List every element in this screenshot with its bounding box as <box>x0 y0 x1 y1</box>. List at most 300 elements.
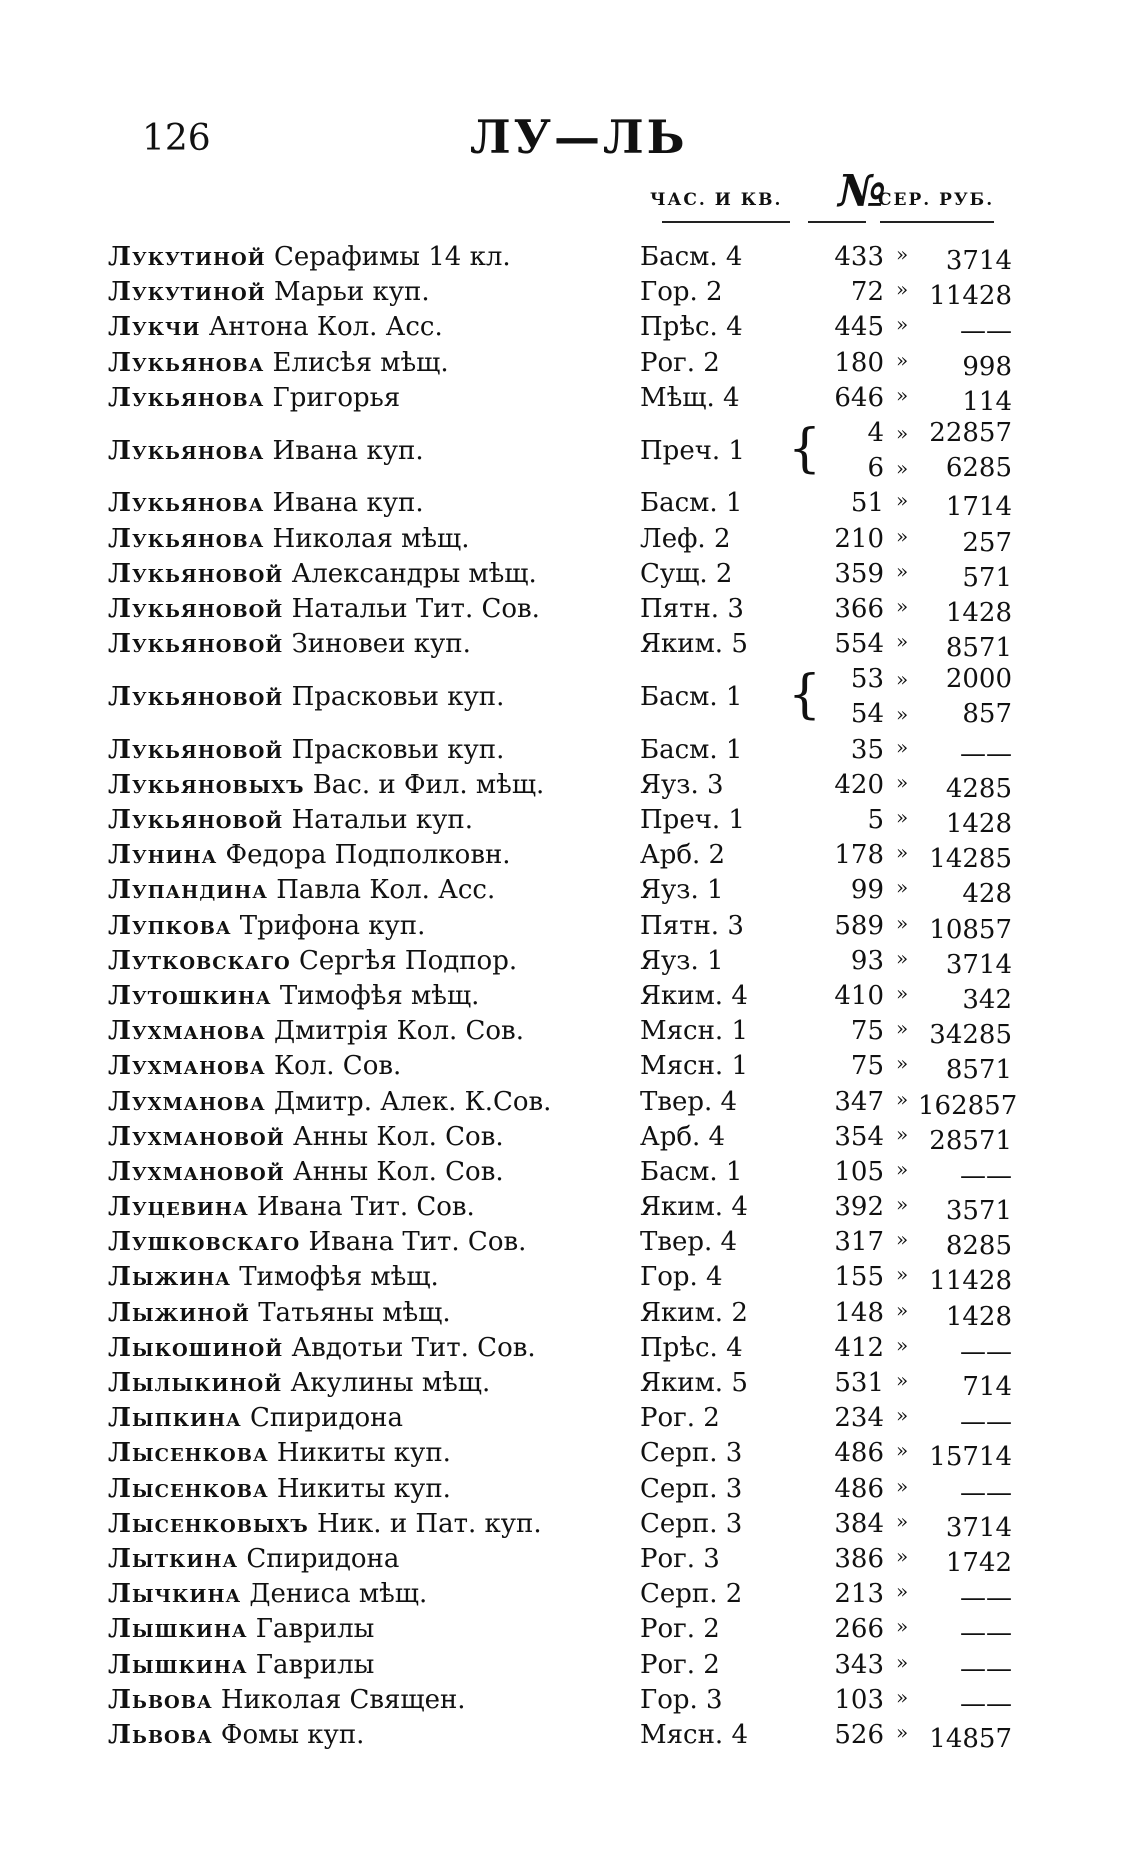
entry-surname: Лукутиной <box>108 242 266 272</box>
entry-quarter: Яуз. 1 <box>640 945 724 976</box>
entry-row <box>108 1436 1012 1473</box>
entry-name <box>108 946 517 976</box>
ditto-mark: » <box>896 769 909 794</box>
entry-row <box>108 522 1012 558</box>
entry-row <box>108 979 1012 1015</box>
ditto-mark-cell <box>896 735 908 759</box>
entry-amount: 162857 <box>918 1090 1018 1121</box>
entry-surname: Лукьянова <box>108 347 265 378</box>
entry-given-and-rank: Дениса мѣщ. <box>249 1579 428 1610</box>
entry-given-and-rank: Анны Кол. Сов. <box>293 1156 504 1187</box>
entry-surname: Лысенкова <box>108 1473 269 1504</box>
entry-quarter: Мѣщ. 4 <box>640 382 740 413</box>
ditto-mark-cell <box>896 1614 908 1638</box>
entry-given-and-rank: Гаврилы <box>255 1614 375 1645</box>
ditto-mark: » <box>896 1227 909 1252</box>
entry-given-and-rank: Ивана куп. <box>272 435 424 466</box>
entry-number-cell <box>808 629 884 659</box>
entry-surname: Лукьяновой <box>108 558 284 589</box>
entry-surname: Львова <box>108 1719 213 1750</box>
entry-number: 486 <box>834 1473 884 1504</box>
entry-name <box>108 1509 542 1539</box>
ditto-mark: » <box>896 242 909 266</box>
entry-surname: Лухманова <box>108 1051 266 1082</box>
entry-name <box>108 1650 374 1680</box>
entry-number-cell <box>808 416 884 486</box>
entry-name <box>108 1720 364 1750</box>
entry-number: 53 <box>850 664 884 695</box>
entry-quarter: Рог. 2 <box>640 1403 720 1434</box>
entry-given-and-rank: Никиты куп. <box>276 1473 451 1504</box>
entry-quarter: Прѣс. 4 <box>640 312 743 343</box>
entry-number-cell <box>808 594 884 624</box>
entry-given-and-rank: Дмитр. Алек. К.Сов. <box>273 1086 552 1117</box>
brace-icon: { <box>788 418 822 479</box>
ditto-mark: » <box>896 558 909 583</box>
ditto-mark: » <box>896 523 909 548</box>
ditto-mark: » <box>896 945 909 970</box>
entry-amount-cell <box>918 1654 1012 1684</box>
ditto-mark-cell <box>896 383 908 407</box>
ditto-mark: » <box>896 629 909 654</box>
entry-number: 412 <box>834 1332 884 1363</box>
entry-amount: 15714 <box>929 1442 1012 1473</box>
entry-name <box>108 1333 536 1363</box>
entry-surname: Лунина <box>108 840 218 871</box>
entry-quarter: Гор. 4 <box>640 1262 723 1293</box>
entry-number: 155 <box>834 1262 884 1293</box>
entry-number-cell <box>808 312 884 342</box>
ditto-mark-cell <box>896 348 908 372</box>
entry-amount-cell <box>918 1090 1018 1121</box>
entry-name <box>108 1685 466 1715</box>
entry-amount: —— <box>960 738 1012 769</box>
entry-row <box>108 381 1012 417</box>
entry-number-cell <box>808 770 884 800</box>
entry-number: 531 <box>834 1368 884 1399</box>
entry-row <box>108 592 1012 628</box>
entry-quarter: Басм. 1 <box>640 488 743 519</box>
ditto-mark-cell <box>896 1051 908 1075</box>
ditto-mark-cell <box>896 1087 908 1111</box>
entry-amount-cell <box>918 1161 1012 1191</box>
entry-number-cell <box>808 559 884 589</box>
entry-amount: 8571 <box>945 1055 1012 1086</box>
ditto-mark: » <box>896 1016 909 1041</box>
entry-amount-cell <box>918 598 1012 628</box>
entry-row <box>108 1155 1012 1191</box>
entry-number-cell <box>808 840 884 870</box>
entry-number: 75 <box>850 1051 884 1082</box>
running-head: ЛУ—ЛЬ <box>470 110 688 164</box>
entry-number-cell <box>808 1685 884 1715</box>
ditto-mark-cell <box>896 1227 908 1251</box>
entry-number: 148 <box>834 1297 884 1328</box>
ditto-mark: » <box>896 1543 909 1568</box>
entry-amount: 8285 <box>945 1231 1012 1262</box>
entry-row <box>108 1648 1012 1684</box>
entry-quarter: Яким. 5 <box>640 1368 748 1399</box>
entry-number-cell <box>808 1298 884 1328</box>
entry-number: 392 <box>834 1192 884 1223</box>
entry-number-cell <box>808 1438 884 1468</box>
entry-amount: 14285 <box>929 844 1012 875</box>
entry-name <box>108 594 540 624</box>
entry-row <box>108 733 1012 769</box>
entry-amount-cell <box>918 774 1012 804</box>
ditto-mark-cell <box>896 629 908 653</box>
entry-amount: —— <box>960 1653 1012 1684</box>
entry-row <box>108 1260 1012 1297</box>
entry-number: 486 <box>834 1438 884 1469</box>
entry-given-and-rank: Марьи куп. <box>273 277 430 308</box>
entry-surname: Лышкина <box>108 1614 248 1645</box>
entry-name <box>108 312 443 342</box>
entry-number: 526 <box>834 1719 884 1750</box>
entry-amount: 1428 <box>945 597 1012 628</box>
entry-amount: —— <box>960 1583 1012 1614</box>
entry-amount: 3571 <box>945 1196 1012 1227</box>
ditto-mark: » <box>896 1332 909 1357</box>
ditto-mark-cell <box>896 1438 908 1462</box>
entry-number: 178 <box>834 840 884 871</box>
entry-number-cell <box>808 875 884 905</box>
entry-given-and-rank: Татьяны мѣщ. <box>258 1297 451 1328</box>
ditto-mark-cell <box>896 488 908 512</box>
entry-given-and-rank: Антона Кол. Асс. <box>208 312 443 343</box>
entry-given-and-rank: Зиновеи куп. <box>291 629 471 660</box>
entry-amount-cell <box>918 1302 1012 1332</box>
ditto-mark-cell <box>896 911 908 935</box>
ditto-mark-cell <box>896 770 908 794</box>
entry-given-and-rank: Анны Кол. Сов. <box>293 1121 504 1152</box>
entry-name <box>108 840 511 870</box>
column-header-rubles: СЕР. РУБ. <box>878 190 995 210</box>
ditto-mark-cell <box>896 559 908 583</box>
entry-surname: Лыткина <box>108 1543 239 1574</box>
entry-name <box>108 1544 399 1574</box>
entry-row <box>108 1401 1012 1438</box>
entry-number: 180 <box>834 347 884 378</box>
entry-quarter: Мясн. 4 <box>640 1719 748 1750</box>
entry-number-cell <box>808 1087 884 1117</box>
entry-amount: 998 <box>962 351 1012 382</box>
entry-row <box>108 346 1012 382</box>
entry-name <box>108 1192 475 1222</box>
entry-amount-cell <box>918 1266 1012 1296</box>
entry-number-cell <box>808 1051 884 1081</box>
ditto-mark: » <box>896 382 909 407</box>
entry-row <box>108 873 1012 910</box>
entry-number-cell <box>808 1122 884 1152</box>
entry-quarter: Басм. 1 <box>640 1156 743 1187</box>
entry-amount-cell <box>918 416 1012 486</box>
entry-number: 366 <box>834 593 884 624</box>
ditto-mark: » <box>896 1051 909 1076</box>
entry-surname: Луцевина <box>108 1192 249 1223</box>
entry-row <box>108 1507 1012 1543</box>
entry-quarter: Рог. 2 <box>640 347 720 378</box>
entry-amount: 11428 <box>929 1266 1012 1297</box>
entry-surname: Львова <box>108 1684 213 1715</box>
entry-name <box>108 436 424 466</box>
entry-number-cell <box>808 1157 884 1187</box>
entry-name <box>108 488 424 518</box>
entry-quarter: Серп. 3 <box>640 1473 743 1504</box>
entry-quarter: Мясн. 1 <box>640 1016 748 1047</box>
entry-row <box>108 1296 1012 1332</box>
ditto-mark: » <box>896 488 909 513</box>
entry-row <box>108 240 1012 276</box>
ditto-mark: » <box>896 1649 909 1674</box>
ditto-mark: » <box>896 1579 909 1604</box>
entry-number: 72 <box>850 277 884 308</box>
entry-row <box>108 1683 1012 1719</box>
entry-number-cell <box>808 1544 884 1574</box>
entry-surname: Лукчи <box>108 312 201 343</box>
entry-number: 343 <box>834 1649 884 1680</box>
entry-row <box>108 1612 1012 1649</box>
entry-given-and-rank: Григорья <box>272 382 401 413</box>
ditto-mark-cell <box>896 1192 908 1216</box>
entry-name <box>108 1087 551 1117</box>
entry-surname: Лутошкина <box>108 980 272 1011</box>
entry-surname: Лыжиной <box>108 1297 250 1328</box>
entry-row <box>108 416 1012 486</box>
entry-number-cell <box>808 911 884 941</box>
ditto-mark-cell <box>896 312 908 336</box>
entry-number-cell <box>808 1720 884 1750</box>
entry-number-cell <box>808 1650 884 1680</box>
entry-name <box>108 383 400 413</box>
entry-name <box>108 911 425 941</box>
ditto-mark-cell <box>896 1157 908 1181</box>
entry-row <box>108 275 1012 312</box>
entry-name <box>108 981 479 1011</box>
ditto-mark: » <box>896 1438 909 1463</box>
entry-given-and-rank: Натальи Тит. Сов. <box>291 593 540 624</box>
entry-number-cell <box>808 1368 884 1398</box>
entry-given-and-rank: Кол. Сов. <box>273 1051 402 1082</box>
entry-surname: Лутковскаго <box>108 945 291 976</box>
entry-quarter: Гор. 2 <box>640 277 723 308</box>
entry-quarter: Яуз. 3 <box>640 769 724 800</box>
entry-number: 354 <box>834 1121 884 1152</box>
ditto-mark: » <box>896 1086 909 1111</box>
entry-amount: 714 <box>962 1372 1012 1403</box>
ditto-mark-second: » <box>896 455 909 480</box>
entry-amount-cell <box>918 1196 1012 1226</box>
entry-given-and-rank: Тимофѣя мѣщ. <box>239 1262 439 1293</box>
entry-surname: Лухмановой <box>108 1121 285 1152</box>
entry-number-cell <box>808 1614 884 1644</box>
entry-row <box>108 662 1012 732</box>
ditto-mark-cell <box>896 981 908 1005</box>
entry-quarter: Твер. 4 <box>640 1227 738 1258</box>
entry-surname: Лылыкиной <box>108 1368 283 1399</box>
entry-number-cell <box>808 735 884 765</box>
ditto-mark-cell <box>896 277 908 301</box>
entry-amount-cell <box>918 1337 1012 1367</box>
entry-row <box>108 1225 1012 1262</box>
entry-number-cell <box>808 1333 884 1363</box>
entry-row <box>108 1542 1012 1578</box>
entry-given-and-rank: Фомы куп. <box>220 1719 365 1750</box>
ditto-mark: » <box>896 1684 909 1709</box>
brace-icon: { <box>788 665 822 726</box>
entry-name <box>108 1298 451 1328</box>
ditto-mark-cell <box>896 662 908 732</box>
entry-amount-cell <box>918 1478 1012 1508</box>
entry-row <box>108 1718 1012 1754</box>
entry-row <box>108 1014 1012 1051</box>
entry-amount-cell <box>918 879 1012 909</box>
entry-quarter: Басм. 4 <box>640 242 743 272</box>
entry-row <box>108 627 1012 664</box>
entry-quarter: Мясн. 1 <box>640 1051 748 1082</box>
entry-name <box>108 1614 374 1644</box>
entry-number: 589 <box>834 910 884 941</box>
column-header-number: № <box>838 166 888 217</box>
entry-number: 646 <box>834 382 884 413</box>
entry-surname: Лукутиной <box>108 277 266 308</box>
entry-name <box>108 242 511 272</box>
entry-name <box>108 1051 401 1081</box>
entry-row <box>108 944 1012 980</box>
entry-row <box>108 909 1012 945</box>
entry-name <box>108 1403 403 1433</box>
entry-amount: 1742 <box>945 1547 1012 1578</box>
entry-amount: 1428 <box>945 809 1012 840</box>
entry-number: 103 <box>834 1684 884 1715</box>
entry-number-cell <box>808 1192 884 1222</box>
entry-name <box>108 1227 526 1257</box>
entry-number-cell <box>808 1509 884 1539</box>
entry-row <box>108 1049 1012 1086</box>
ditto-mark: » <box>896 347 909 372</box>
entry-given-and-rank: Авдотьи Тит. Сов. <box>291 1332 536 1363</box>
entry-surname: Лыкошиной <box>108 1332 284 1363</box>
entry-amount-cell <box>918 662 1012 732</box>
entry-name <box>108 524 469 554</box>
ditto-mark-cell <box>896 416 908 486</box>
entry-name <box>108 805 473 835</box>
entry-given-and-rank: Николая мѣщ. <box>272 523 470 554</box>
entry-number-cell <box>808 242 884 272</box>
ditto-mark: » <box>896 910 909 935</box>
entry-surname: Лукьянова <box>108 435 265 466</box>
entry-row <box>108 1085 1018 1121</box>
ditto-mark-cell <box>896 1262 908 1286</box>
entry-given-and-rank: Прасковьи куп. <box>291 682 505 713</box>
ditto-mark-cell <box>896 1474 908 1498</box>
ditto-mark: » <box>896 1719 909 1744</box>
entry-surname: Лукьяновой <box>108 629 284 660</box>
column-header-quarter: ЧАС. И КВ. <box>650 190 783 210</box>
entry-number: 554 <box>834 629 884 660</box>
entry-amount: 34285 <box>929 1020 1012 1051</box>
entry-amount: —— <box>960 1477 1012 1508</box>
entry-amount: 571 <box>962 562 1012 593</box>
entry-number-second: 6 <box>867 452 884 483</box>
entry-number-second: 54 <box>850 699 884 730</box>
entry-surname: Лысенковыхъ <box>108 1508 309 1539</box>
entry-amount-cell <box>918 739 1012 769</box>
ditto-mark-cell <box>896 1720 908 1744</box>
entry-surname: Лукьяновой <box>108 734 284 765</box>
entry-quarter: Пятн. 3 <box>640 910 744 941</box>
entry-number: 4 <box>867 417 884 448</box>
entry-amount-cell <box>918 1513 1012 1543</box>
entry-number: 105 <box>834 1156 884 1187</box>
entry-given-and-rank: Прасковьи куп. <box>291 734 505 765</box>
ditto-mark: » <box>896 1403 909 1428</box>
entry-quarter: Твер. 4 <box>640 1086 738 1117</box>
entry-surname: Лычкина <box>108 1579 242 1610</box>
entry-surname: Лупкова <box>108 910 232 941</box>
entry-given-and-rank: Ивана Тит. Сов. <box>308 1227 527 1258</box>
entry-given-and-rank: Трифона куп. <box>239 910 426 941</box>
entry-number: 433 <box>834 242 884 272</box>
entry-amount: 22857 <box>929 417 1012 448</box>
entry-number: 445 <box>834 312 884 343</box>
entry-amount: —— <box>960 1688 1012 1719</box>
ditto-mark: » <box>896 1368 909 1393</box>
entry-row <box>108 557 1012 593</box>
entry-quarter: Серп. 3 <box>640 1438 743 1469</box>
entry-amount: 3714 <box>945 246 1012 276</box>
entry-amount: 428 <box>962 879 1012 910</box>
entry-surname: Лукьяновой <box>108 593 284 624</box>
ditto-mark: » <box>896 1156 909 1181</box>
entry-amount-cell <box>918 1126 1012 1156</box>
entry-amount-cell <box>918 1020 1012 1050</box>
entry-amount: 14857 <box>929 1723 1012 1754</box>
entry-name <box>108 1157 504 1187</box>
ditto-mark-cell <box>896 1685 908 1709</box>
entry-given-and-rank: Ник. и Пат. куп. <box>317 1508 542 1539</box>
ditto-mark-cell <box>896 242 908 266</box>
entry-quarter: Яким. 4 <box>640 1192 748 1223</box>
entry-given-and-rank: Спиридона <box>246 1543 400 1574</box>
entry-amount: 114 <box>962 386 1012 417</box>
entry-amount-second: 857 <box>962 699 1012 730</box>
entry-amount-cell <box>918 316 1012 346</box>
entry-number-cell <box>808 348 884 378</box>
entry-name <box>108 1438 451 1468</box>
entry-amount: 28571 <box>929 1125 1012 1156</box>
entry-name <box>108 1016 524 1046</box>
entry-number: 5 <box>867 805 884 836</box>
ditto-mark: » <box>896 1192 909 1217</box>
entry-amount: 10857 <box>929 914 1012 945</box>
entry-number: 210 <box>834 523 884 554</box>
ditto-mark: » <box>896 420 909 445</box>
entry-amount: 2000 <box>945 664 1012 695</box>
entry-amount-cell <box>918 246 1012 276</box>
entry-amount-cell <box>918 528 1012 558</box>
ditto-mark-second: » <box>896 702 909 727</box>
entry-amount: 257 <box>962 527 1012 558</box>
entry-name <box>108 348 449 378</box>
entry-name <box>108 629 471 659</box>
entry-number-cell <box>808 488 884 518</box>
entry-row <box>108 1331 1012 1367</box>
ditto-mark-cell <box>896 1368 908 1392</box>
header-rule-quarter <box>662 221 790 223</box>
entry-surname: Лукьянова <box>108 523 265 554</box>
ditto-mark: » <box>896 1614 909 1639</box>
